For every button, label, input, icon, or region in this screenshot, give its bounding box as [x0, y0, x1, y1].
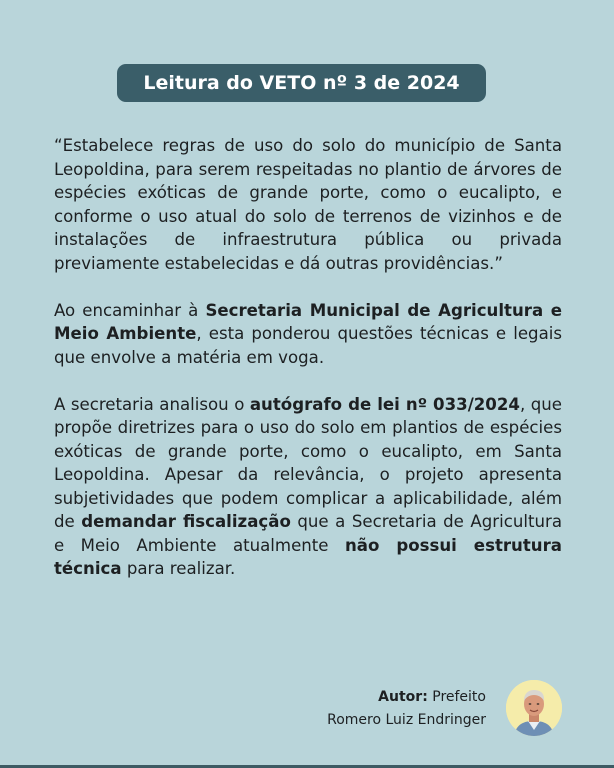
page-title: Leitura do VETO nº 3 de 2024: [117, 64, 486, 102]
analysis-paragraph: [54, 393, 562, 581]
text-segment: A secretaria analisou o: [54, 394, 250, 414]
quote-paragraph: [54, 134, 562, 275]
text-segment: que a Secretaria de Agricultura e Meio Ambiente atualmente: [54, 512, 562, 555]
text-segment: para realizar.: [121, 559, 236, 578]
text-segment: Ao encaminhar à: [54, 300, 206, 320]
man-portrait-icon: [506, 680, 562, 736]
law-reference: autógrafo de lei nº 033/2024: [249, 394, 520, 414]
author-block: [327, 686, 486, 732]
quote-text: “Estabelece regras de uso do solo do município de Santa Leopoldina, para serem respeitadas no plantio de árvores de espécies exóticas de grande porte, como o eucalipto, e conforme o uso atual do solo de terrenos de vizinhos e de instalações de infraestrutura pública ou privada previamente estabelecidas e dá outras providências.”: [54, 136, 562, 273]
forwarding-paragraph: [54, 299, 562, 370]
highlight-inspection: demandar fiscalização: [81, 512, 291, 531]
text-segment: , que propõe diretrizes para o uso do solo em plantios de espécies exóticas de grande porte, como o eucalipto, em Santa Leopoldina. Apesar da relevância, o projeto apresenta subjetividades que podem complicar a aplicabilidade, além de: [54, 394, 562, 531]
author-name: Romero Luiz Endringer: [327, 712, 486, 728]
avatar: [506, 680, 562, 736]
secretariat-name: Secretaria Municipal de Agricultura e Meio Ambiente: [54, 300, 562, 343]
author-label: Autor:: [378, 689, 428, 705]
text-segment: , esta ponderou questões técnicas e legais que envolve a matéria em voga.: [54, 324, 562, 367]
author-role-line: [327, 686, 486, 709]
highlight-structure: não possui estrutura técnica: [54, 535, 562, 578]
author-role: Prefeito: [427, 689, 486, 705]
article-body: [54, 134, 562, 604]
